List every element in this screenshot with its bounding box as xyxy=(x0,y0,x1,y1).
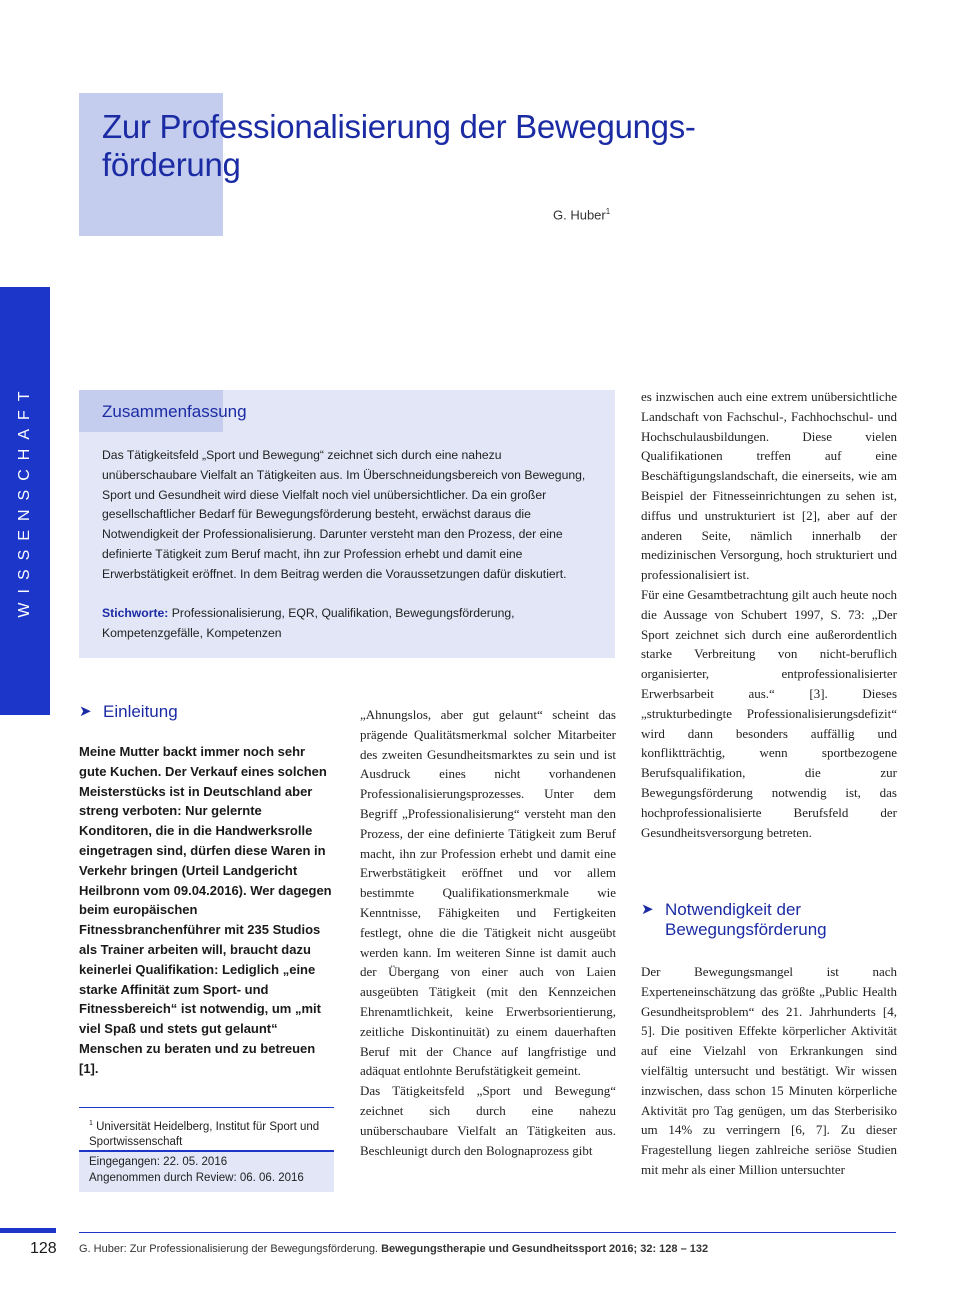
col3-paragraph-3: Der Bewegungsmangel ist nach Experteneinschätzung das größte „Public Health Gesundheitsproblem“ des 21. Jahrhunderts [4, 5]. Die positiven Effekte körperlicher Aktivität auf eine Vielzahl von Erkrankungen sind vielfältig untersucht und bestätigt. Wir wissen inzwischen, dass schon 15 Minuten körperliche Aktivität pro Tag genügen, um das Sterberisiko um 14% zu verringern [6, 7]. Zu dieser Fragestellung liegen zahlreiche seriöse Studien mit mehr als einer Million untersuchter xyxy=(641,964,897,1177)
necessity-heading xyxy=(641,900,897,940)
necessity-heading-line-1: Notwendigkeit der xyxy=(665,900,802,919)
footnote-dates xyxy=(89,1154,334,1186)
author-name: G. Huber xyxy=(553,207,606,223)
received-date: Eingegangen: 22. 05. 2016 xyxy=(89,1156,228,1168)
author-line xyxy=(553,207,610,222)
keywords xyxy=(102,604,592,644)
title-line-2: förderung xyxy=(102,146,241,183)
arrow-icon: ➤ xyxy=(641,901,654,918)
keywords-label: Stichworte: xyxy=(102,606,169,620)
col2-paragraph-2: Das Tätigkeitsfeld „Sport und Bewegung“ zeichnet sich durch eine nahezu unüberschaubare Vielfalt an Tätigkeiten aus. Beschleunigt durch den Bolognaprozess gibt xyxy=(360,1083,616,1158)
col2-paragraph-1: „Ahnungslos, aber gut gelaunt“ scheint das prägende Qualitätsmerkmal solcher Mitarbeiter des zweiten Gesundheitsmarktes zu sein und ist Ausdruck eines nicht vorhandenen Professionalisierungsprozesses. Unter dem Begriff „Professionalisierung“ versteht man den Prozess, der eine definierte Tätigkeit zum Beruf macht, ihn zur Profession erhebt und damit eine Erwerbstätigkeit eröffnet und vor allem bestimmte Qualifikationsmerkmale wie Kenntnisse, Fähigkeiten und Fertigkeiten festlegt, ohne die die Tätigkeit nicht ausgeübt werden kann. Im weiteren Sinne ist damit auch der Übergang von einer auch von Laien ausgeübten Tätigkeit (mit den Kennzeichen Ehrenamtlichkeit, keine Erwerbsorientierung, zeitliche Diskontinuität) zu einem dauerhaften Beruf mit der Chance auf langfristige und adäquat entlohnte Berufstätigkeit gemeint. xyxy=(360,707,616,1079)
footer-rule xyxy=(79,1232,896,1233)
abstract-title: Zusammenfassung xyxy=(102,402,247,421)
intro-heading xyxy=(79,702,336,722)
footnote-affiliation-text: Universität Heidelberg, Institut für Sport und Sportwissenschaft xyxy=(89,1120,320,1148)
col3-paragraph-1: es inzwischen auch eine extrem unübersichtliche Landschaft von Fachschul-, Fachhochschul- und Hochschulausbildungen. Diese vielen Qualifikationen treffen auf eine Beschäftigungslandschaft, die einerseits, wie am Beispiel der Fitnesseinrichtungen zu sehen ist, diffus und unstrukturiert ist [2], aber auf der anderen Seite, nämlich innerhalb der medizinischen Versorgung, hoch strukturiert und professionalisiert ist. xyxy=(641,389,897,583)
article-title xyxy=(102,108,862,184)
footnote-rule-top xyxy=(79,1107,334,1108)
author-ref: 1 xyxy=(605,207,611,216)
necessity-heading-line-2: Bewegungsförderung xyxy=(665,920,827,939)
citation-plain: G. Huber: Zur Professionalisierung der Bewegungsförderung. xyxy=(79,1243,378,1255)
footer-citation xyxy=(79,1243,708,1255)
intro-heading-text: Einleitung xyxy=(103,702,178,721)
footer-accent-mark xyxy=(0,1228,56,1233)
abstract-text: Das Tätigkeitsfeld „Sport und Bewegung“ zeichnet sich durch eine nahezu unüberschaubare Vielfalt an Tätigkeiten aus. Im Überschneidungsbereich von Bewegung, Sport und Gesundheit wird diese Vielfalt noch viel unübersichtlicher. Da ein großer gesellschaftlicher Bedarf für Bewegungsförderung besteht, erwächst daraus die Notwendigkeit der Professionalisierung. Darunter versteht man den Prozess, der eine definierte Tätigkeit zum Beruf macht, ihn zur Profession erhebt und damit eine Erwerbstätigkeit eröffnet. In dem Beitrag werden die Voraussetzungen dafür diskutiert. xyxy=(102,448,586,581)
section-label: WISSENSCHAFT xyxy=(16,382,33,618)
arrow-icon: ➤ xyxy=(79,703,92,720)
column-3-top xyxy=(641,387,897,842)
col3-paragraph-2: Für eine Gesamtbetrachtung gilt auch heute noch die Aussage von Schubert 1997, S. 73: „Der Sport zeichnet sich durch eine außerordentlich starke Verbreitung von nicht-beruflich organisierter, entprofessionalisierter Erwerbsarbeit aus.“ [3]. Dieses „strukturbedingte Professionalisierungsdefizit“ wird dann besonders auffällig und konfliktträchtig, wenn sportbezogene Berufsqualifikation, die zur Bewegungsförderung notwendig ist, das hochprofessionalisierte Berufsfeld der Gesundheitsversorgung betreten. xyxy=(641,586,897,840)
footnote-affiliation xyxy=(89,1116,334,1150)
keywords-list: Professionalisierung, EQR, Qualifikation, Bewegungsförderung, Kompetenzgefälle, Kompetenzen xyxy=(102,606,515,640)
accepted-date: Angenommen durch Review: 06. 06. 2016 xyxy=(89,1172,304,1184)
column-2 xyxy=(360,705,616,1160)
column-3-bottom xyxy=(641,962,897,1180)
title-line-1: Zur Professionalisierung der Bewegungs- xyxy=(102,108,696,145)
intro-lead-text: Meine Mutter backt immer noch sehr gute Kuchen. Der Verkauf eines solchen Meisterstücks ist in Deutschland aber streng verboten: Nur gelernte Konditoren, die in die Handwerksrolle eingetragen sind, dürfen diese Waren in Verkehr bringen (Urteil Landgericht Heilbronn vom 09.04.2016). Wer dagegen beim europäischen Fitnessbranchenführer mit 235 Studios als Trainer arbeiten will, braucht dazu keinerlei Qualifikation: Lediglich „eine starke Affinität zum Sport- und Fitnessbereich“ ist notwendig, um „mit viel Spaß und stets gut gelaunt“ Menschen zu beraten und zu betreuen [1]. xyxy=(79,744,332,1076)
footnote-ref: 1 xyxy=(89,1120,93,1127)
page-number: 128 xyxy=(30,1240,57,1257)
citation-journal: Bewegungstherapie und Gesundheitssport 2016; 32: 128 – 132 xyxy=(381,1243,709,1255)
